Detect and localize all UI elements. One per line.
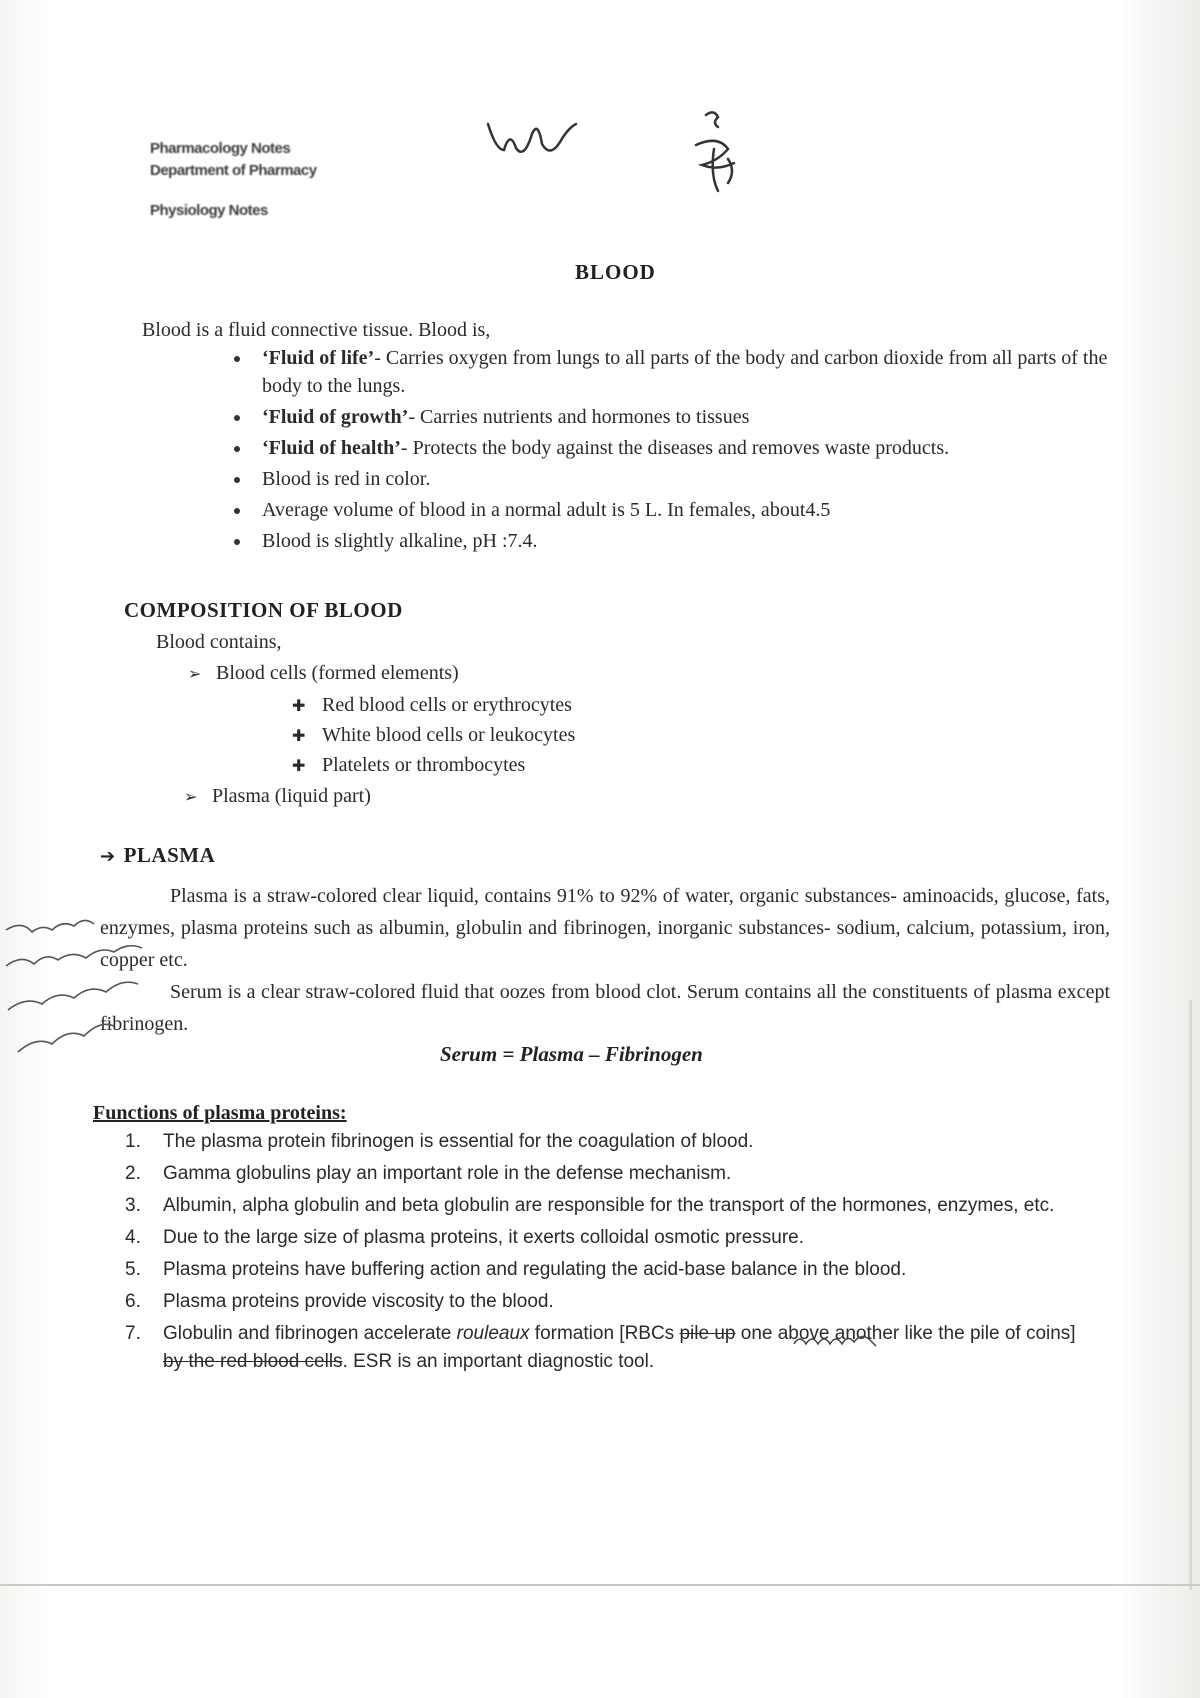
plasma-paragraph-text: Plasma is a straw-colored clear liquid, contains 91% to 92% of water, organic substances- aminoacids, glucose, fats, enzymes, plasma proteins such as albumin, globulin and fibrinogen, inorganic substances- sodium, calcium, potassium, iron, copper etc. <box>100 885 1110 971</box>
cell-item <box>292 691 572 720</box>
list-item <box>230 496 1110 524</box>
list-item <box>125 1160 1095 1188</box>
cell-item-label: White blood cells or leukocytes <box>322 724 576 746</box>
item-number: 3. <box>125 1195 141 1216</box>
header-line-2: Department of Pharmacy <box>150 162 317 179</box>
initials-mark <box>688 105 758 195</box>
bullet-icon <box>234 539 240 545</box>
bullet-term: ‘Fluid of health’ <box>262 437 401 459</box>
cell-item-label: Platelets or thrombocytes <box>322 754 526 776</box>
blood-cells-label: Blood cells (formed elements) <box>216 662 459 684</box>
item-number: 7. <box>125 1323 141 1344</box>
list-item <box>230 403 1110 431</box>
list-item <box>125 1320 1095 1376</box>
blood-properties-list <box>230 344 1110 558</box>
item-text: Plasma proteins provide viscosity to the blood. <box>163 1291 554 1312</box>
item-text: Albumin, alpha globulin and beta globulin are responsible for the transport of the hormones, enzymes, etc. <box>163 1195 1055 1216</box>
list-item <box>125 1288 1095 1316</box>
serum-formula: Serum = Plasma – Fibrinogen <box>440 1042 703 1066</box>
plus-marker-icon: ✚ <box>292 726 306 745</box>
functions-heading: Functions of plasma proteins: <box>93 1102 347 1124</box>
scan-bottom-edge <box>0 1584 1200 1586</box>
composition-heading: COMPOSITION OF BLOOD <box>124 598 403 622</box>
bullet-icon <box>234 356 240 362</box>
bullet-icon <box>234 477 240 483</box>
item-number: 4. <box>125 1227 141 1248</box>
serum-paragraph <box>100 976 1110 1040</box>
bullet-icon <box>234 415 240 421</box>
bullet-text: - Carries nutrients and hormones to tissues <box>408 406 750 428</box>
plasma-paragraph <box>100 880 1110 976</box>
arrowhead-icon: ➢ <box>184 787 198 806</box>
bullet-term: ‘Fluid of growth’ <box>262 406 409 428</box>
list-item <box>230 344 1110 400</box>
item-text: Plasma proteins have buffering action and regulating the acid-base balance in the blood. <box>163 1259 907 1280</box>
signature-mark <box>480 110 600 170</box>
plasma-heading-label: PLASMA <box>123 843 216 867</box>
bullet-text: Average volume of blood in a normal adult is 5 L. In females, about4.5 <box>262 499 831 521</box>
struck-text: by the red blood cells <box>163 1351 343 1372</box>
struck-text: pile up <box>679 1323 736 1344</box>
header-line-3: Physiology Notes <box>150 202 268 219</box>
list-item <box>125 1224 1095 1252</box>
list-item <box>125 1192 1095 1220</box>
item-text-b: formation [RBCs <box>529 1323 680 1344</box>
list-item <box>230 434 1110 462</box>
item-text: Due to the large size of plasma proteins, it exerts colloidal osmotic pressure. <box>163 1227 805 1248</box>
item-text: The plasma protein fibrinogen is essential for the coagulation of blood. <box>163 1131 754 1152</box>
item-text-italic: rouleaux <box>456 1323 530 1344</box>
item-text-a: Globulin and fibrinogen accelerate <box>163 1323 457 1344</box>
bullet-text: - Carries oxygen from lungs to all parts of the body and carbon dioxide from all parts of the body to the lungs. <box>262 347 1108 397</box>
arrowhead-icon: ➢ <box>188 664 202 683</box>
bullet-icon <box>234 446 240 452</box>
bullet-text: Blood is red in color. <box>262 468 431 490</box>
margin-handwriting <box>2 900 172 1080</box>
blood-cells-item <box>188 659 459 688</box>
cell-item-label: Red blood cells or erythrocytes <box>322 694 572 716</box>
list-item <box>125 1256 1095 1284</box>
bullet-text: Blood is slightly alkaline, pH :7.4. <box>262 530 538 552</box>
intro-text: Blood is a fluid connective tissue. Blood is, <box>142 319 491 341</box>
list-item <box>230 527 1110 555</box>
plus-marker-icon: ✚ <box>292 756 306 775</box>
header-line-1: Pharmacology Notes <box>150 140 291 157</box>
cell-item <box>292 721 575 750</box>
item-number: 2. <box>125 1163 141 1184</box>
composition-intro: Blood contains, <box>156 631 282 653</box>
handwritten-annotation <box>790 1326 880 1352</box>
item-text: Gamma globulins play an important role in the defense mechanism. <box>163 1163 732 1184</box>
item-text-c: one above another like the pile of coins] <box>735 1323 1076 1344</box>
plasma-protein-functions-list <box>125 1128 1095 1380</box>
page-title: BLOOD <box>575 260 656 284</box>
plasma-heading <box>100 843 215 868</box>
bullet-text: - Protects the body against the diseases and removes waste products. <box>400 437 950 459</box>
page-header <box>150 140 350 224</box>
plasma-item <box>184 782 371 811</box>
item-number: 5. <box>125 1259 141 1280</box>
scan-edge-shadow <box>1186 1000 1192 1590</box>
list-item <box>230 465 1110 493</box>
plasma-label: Plasma (liquid part) <box>212 785 371 807</box>
plus-marker-icon: ✚ <box>292 696 306 715</box>
list-item <box>125 1128 1095 1156</box>
cell-item <box>292 751 525 780</box>
item-number: 6. <box>125 1291 141 1312</box>
item-text-d: . ESR is an important diagnostic tool. <box>342 1351 655 1372</box>
bullet-term: ‘Fluid of life’ <box>262 347 375 369</box>
bullet-icon <box>234 508 240 514</box>
item-number: 1. <box>125 1131 141 1152</box>
arrow-icon: ➔ <box>100 846 116 867</box>
serum-paragraph-text: Serum is a clear straw-colored fluid that oozes from blood clot. Serum contains all the constituents of plasma except fibrinogen. <box>100 981 1110 1035</box>
